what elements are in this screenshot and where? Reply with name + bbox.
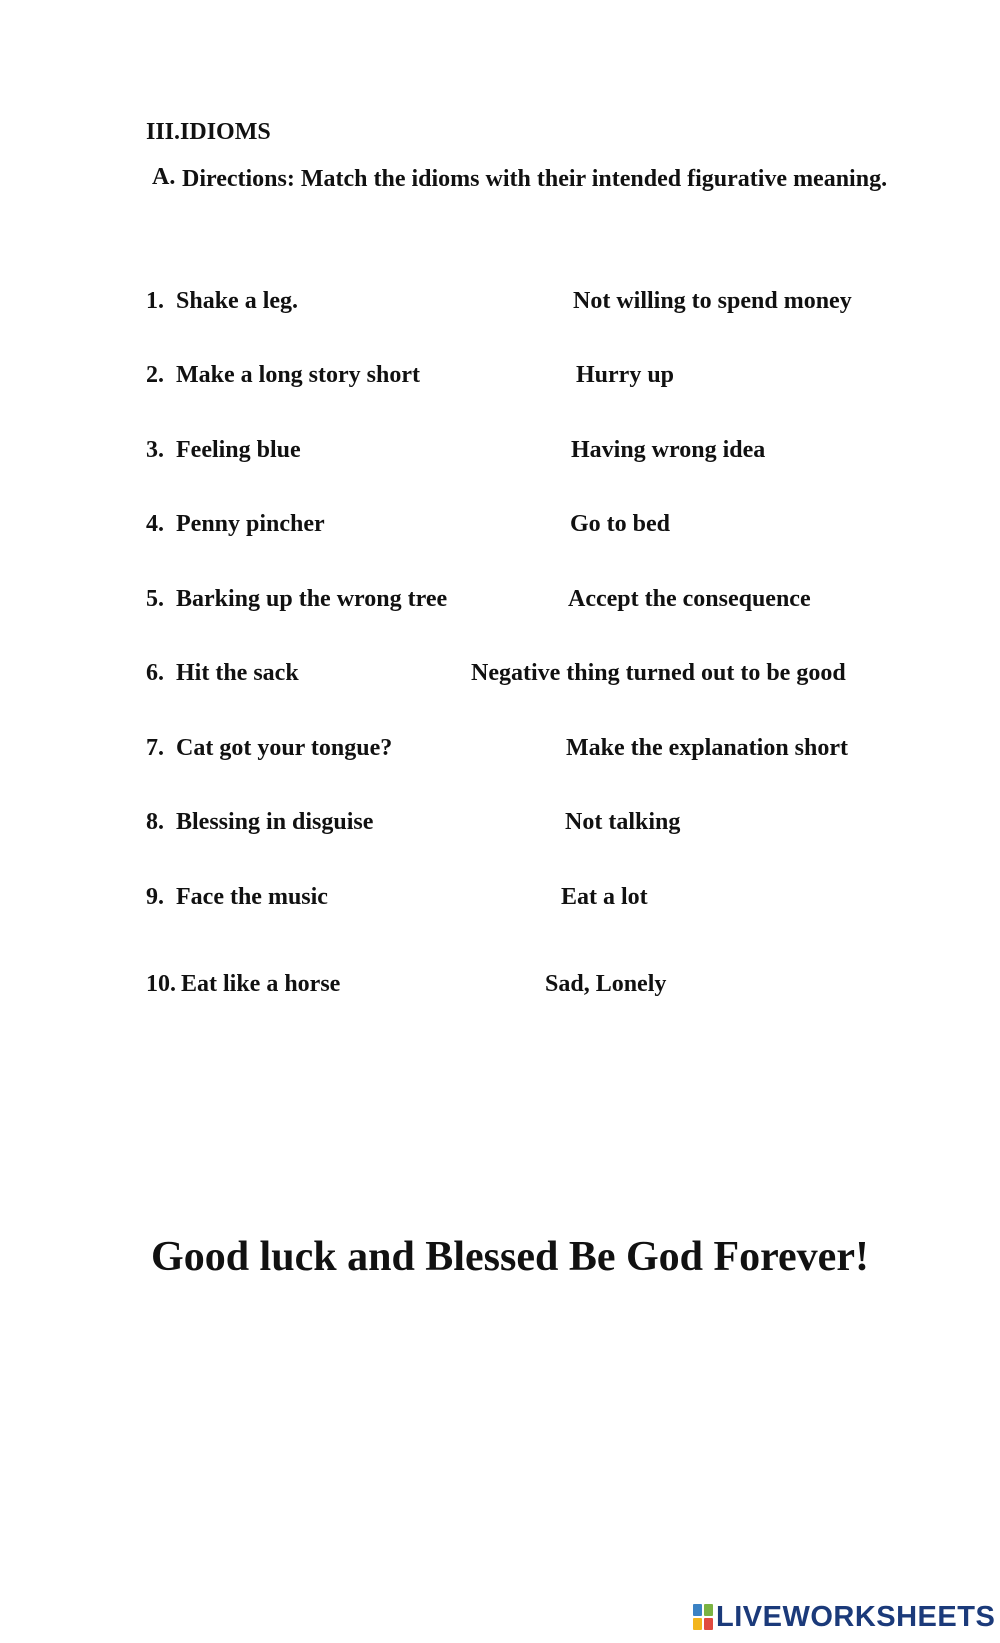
closing-message: Good luck and Blessed Be God Forever! xyxy=(151,1234,869,1280)
liveworksheets-logo xyxy=(693,1602,995,1632)
meaning-text: Go to bed xyxy=(570,511,671,537)
list-item xyxy=(0,360,1000,392)
logo-tile xyxy=(704,1618,713,1630)
meaning-text: Eat a lot xyxy=(561,884,648,910)
idiom-text: Shake a leg. xyxy=(176,288,299,314)
item-number: 7. xyxy=(146,735,164,761)
idiom-text: Hit the sack xyxy=(176,660,299,686)
item-number: 8. xyxy=(146,809,164,835)
meaning-text: Not talking xyxy=(565,809,681,835)
logo-text: LIVEWORKSHEETS xyxy=(716,1600,996,1633)
idiom-text: Barking up the wrong tree xyxy=(176,586,448,612)
logo-tile xyxy=(693,1604,702,1616)
directions-text: Directions: Match the idioms with their intended figurative meaning. xyxy=(182,166,888,192)
list-item xyxy=(0,969,1000,1001)
item-number: 3. xyxy=(146,437,164,463)
idiom-text: Blessing in disguise xyxy=(176,809,374,835)
meaning-text: Accept the consequence xyxy=(568,586,811,612)
idiom-text: Make a long story short xyxy=(176,362,420,388)
item-number: 5. xyxy=(146,586,164,612)
meaning-text: Make the explanation short xyxy=(566,735,848,761)
list-item xyxy=(0,882,1000,914)
list-item xyxy=(0,658,1000,690)
liveworksheets-logo-icon xyxy=(693,1604,713,1630)
meaning-text: Hurry up xyxy=(576,362,675,388)
list-item xyxy=(0,807,1000,839)
meaning-text: Having wrong idea xyxy=(571,437,766,463)
meaning-text: Sad, Lonely xyxy=(545,971,667,997)
item-number: 1. xyxy=(146,288,164,314)
list-item xyxy=(0,584,1000,616)
list-item xyxy=(0,509,1000,541)
item-number: 9. xyxy=(146,884,164,910)
idiom-text: Feeling blue xyxy=(176,437,301,463)
idiom-text: Eat like a horse xyxy=(181,971,341,997)
item-number: 6. xyxy=(146,660,164,686)
directions-letter: A. xyxy=(152,164,176,190)
idiom-text: Face the music xyxy=(176,884,328,910)
item-number: 4. xyxy=(146,511,164,537)
logo-tile xyxy=(704,1604,713,1616)
meaning-text: Not willing to spend money xyxy=(573,288,852,314)
list-item xyxy=(0,286,1000,318)
meaning-text: Negative thing turned out to be good xyxy=(471,660,846,686)
list-item xyxy=(0,435,1000,467)
list-item xyxy=(0,733,1000,765)
item-number: 10. xyxy=(146,971,176,997)
idiom-text: Penny pincher xyxy=(176,511,325,537)
idiom-text: Cat got your tongue? xyxy=(176,735,393,761)
section-title: III.IDIOMS xyxy=(146,119,271,145)
item-number: 2. xyxy=(146,362,164,388)
logo-tile xyxy=(693,1618,702,1630)
